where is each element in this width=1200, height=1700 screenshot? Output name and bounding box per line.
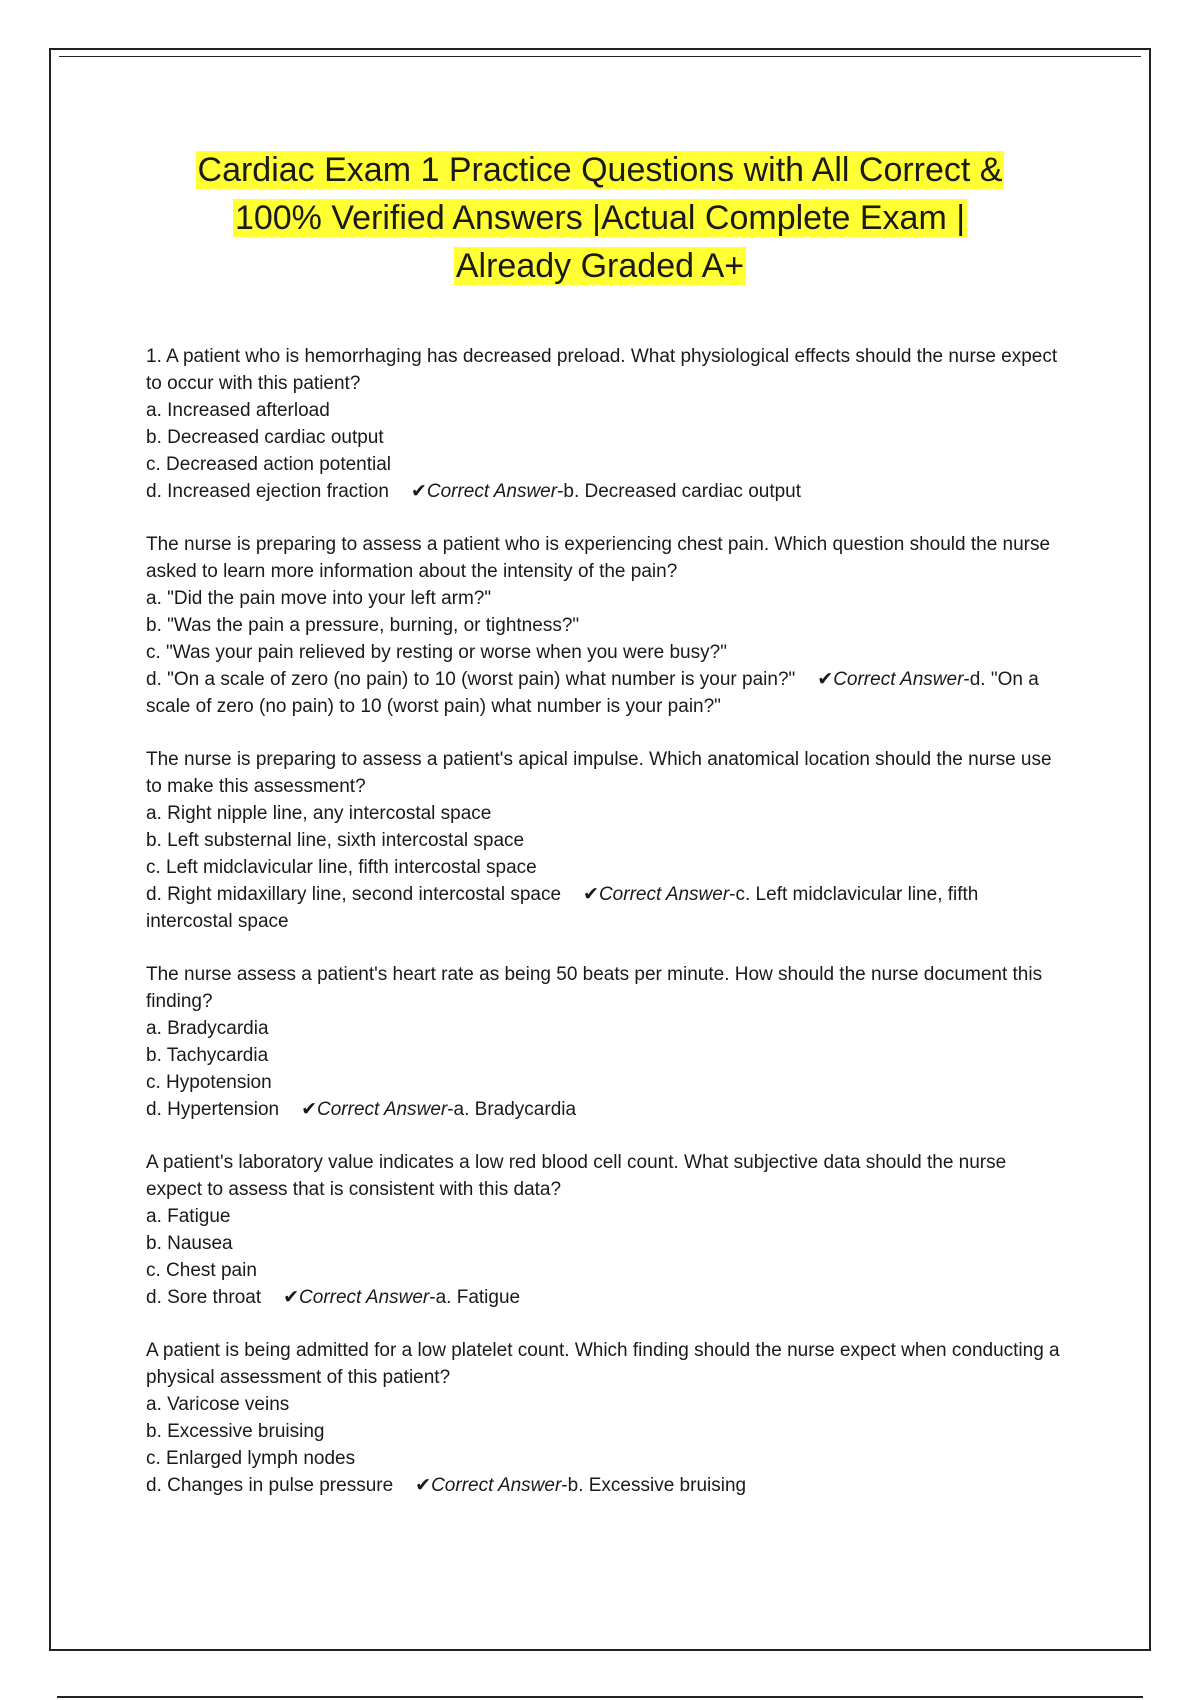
- answer-option: [146, 639, 1066, 666]
- question-block: [146, 1149, 1066, 1311]
- answer-option: [146, 1257, 1066, 1284]
- option-label: c. Decreased action potential: [146, 454, 392, 475]
- answer-option: [146, 1230, 1066, 1257]
- question-block: [146, 531, 1066, 720]
- option-label: a. Right nipple line, any intercostal space: [146, 803, 492, 824]
- answer-option: [146, 1069, 1066, 1096]
- option-label: c. "Was your pain relieved by resting or worse when you were busy?": [146, 642, 727, 663]
- option-label: b. Nausea: [146, 1233, 233, 1254]
- correct-answer-text: -a. Bradycardia: [447, 1099, 577, 1120]
- option-label: c. Hypotension: [146, 1072, 272, 1093]
- question-block: [146, 343, 1066, 505]
- checkmark-icon: ✔: [415, 1475, 432, 1496]
- correct-answer: [415, 1475, 746, 1496]
- question-block: [146, 746, 1066, 935]
- top-rule: [59, 56, 1141, 57]
- option-label: c. Enlarged lymph nodes: [146, 1448, 356, 1469]
- checkmark-icon: ✔: [410, 481, 427, 502]
- option-label: d. Changes in pulse pressure: [146, 1475, 394, 1496]
- option-label: a. Increased afterload: [146, 400, 330, 421]
- correct-answer-label: Correct Answer: [431, 1475, 562, 1496]
- answer-option: [146, 1445, 1066, 1472]
- option-label: a. Bradycardia: [146, 1018, 269, 1039]
- option-label: a. Fatigue: [146, 1206, 231, 1227]
- answer-option: [146, 1042, 1066, 1069]
- answer-option: [146, 612, 1066, 639]
- option-label: b. Decreased cardiac output: [146, 427, 384, 448]
- question-text: The nurse assess a patient's heart rate as being 50 beats per minute. How should the nurse document this finding?: [146, 964, 1043, 1012]
- correct-answer: [411, 481, 801, 502]
- correct-answer-text: -b. Decreased cardiac output: [557, 481, 802, 502]
- answer-option: [146, 881, 1066, 935]
- answer-option: [146, 1015, 1066, 1042]
- option-label: d. Hypertension: [146, 1099, 280, 1120]
- option-label: a. Varicose veins: [146, 1394, 290, 1415]
- question-block: [146, 1337, 1066, 1499]
- correct-answer-label: Correct Answer: [598, 884, 730, 905]
- option-label: d. Sore throat: [146, 1287, 262, 1308]
- bottom-rule: [57, 1696, 1143, 1698]
- answer-option: [146, 1418, 1066, 1445]
- answer-option: [146, 397, 1066, 424]
- question-text: The nurse is preparing to assess a patient's apical impulse. Which anatomical location should the nurse use to make this assessment?: [146, 749, 1052, 797]
- option-label: d. Increased ejection fraction: [146, 481, 389, 502]
- question-text: 1. A patient who is hemorrhaging has decreased preload. What physiological effects should the nurse expect to occur with this patient?: [146, 346, 1058, 394]
- option-label: c. Chest pain: [146, 1260, 257, 1281]
- answer-option: [146, 827, 1066, 854]
- answer-option: [146, 478, 1066, 505]
- correct-answer-text: -c. Left midclavicular line, fifth intercostal space: [146, 884, 979, 932]
- correct-answer: [283, 1287, 520, 1308]
- answer-option: [146, 1096, 1066, 1123]
- question-text: The nurse is preparing to assess a patient who is experiencing chest pain. Which question should the nurse asked to learn more information about the intensity of the pain?: [146, 534, 1051, 582]
- option-label: a. "Did the pain move into your left arm?": [146, 588, 492, 609]
- answer-option: [146, 1472, 1066, 1499]
- option-label: b. "Was the pain a pressure, burning, or tightness?": [146, 615, 580, 636]
- answer-option: [146, 1203, 1066, 1230]
- answer-option: [146, 666, 1066, 720]
- correct-answer-text: -b. Excessive bruising: [561, 1475, 747, 1496]
- answer-option: [146, 451, 1066, 478]
- option-label: d. Right midaxillary line, second intercostal space: [146, 884, 562, 905]
- option-label: d. "On a scale of zero (no pain) to 10 (worst pain) what number is your pain?": [146, 669, 796, 690]
- question-text: A patient is being admitted for a low platelet count. Which finding should the nurse expect when conducting a physical assessment of this patient?: [146, 1340, 1060, 1388]
- checkmark-icon: ✔: [283, 1287, 300, 1308]
- correct-answer-label: Correct Answer: [317, 1099, 448, 1120]
- correct-answer-label: Correct Answer: [299, 1287, 430, 1308]
- correct-answer-text: -a. Fatigue: [429, 1287, 521, 1308]
- answer-option: [146, 800, 1066, 827]
- option-label: c. Left midclavicular line, fifth intercostal space: [146, 857, 537, 878]
- answer-option: [146, 585, 1066, 612]
- answer-option: [146, 1284, 1066, 1311]
- answer-option: [146, 854, 1066, 881]
- option-label: b. Excessive bruising: [146, 1421, 325, 1442]
- checkmark-icon: ✔: [301, 1099, 317, 1120]
- answer-option: [146, 1391, 1066, 1418]
- correct-answer-label: Correct Answer: [833, 669, 964, 690]
- question-list: [146, 343, 1066, 1525]
- question-block: [146, 961, 1066, 1123]
- question-text: A patient's laboratory value indicates a low red blood cell count. What subjective data should the nurse expect to assess that is consistent with this data?: [146, 1152, 1007, 1200]
- answer-option: [146, 424, 1066, 451]
- title-line: Already Graded A+: [455, 247, 745, 285]
- title-line: 100% Verified Answers |Actual Complete Exam |: [234, 199, 966, 237]
- correct-answer-label: Correct Answer: [426, 481, 558, 502]
- checkmark-icon: ✔: [583, 884, 599, 905]
- option-label: b. Left substernal line, sixth intercostal space: [146, 830, 525, 851]
- document-title: [100, 146, 1100, 290]
- correct-answer: [301, 1099, 576, 1120]
- checkmark-icon: ✔: [817, 669, 834, 690]
- correct-answer-text: -d. "On a scale of zero (no pain) to 10 (worst pain) what number is your pain?": [146, 669, 1039, 717]
- title-line: Cardiac Exam 1 Practice Questions with All Correct &: [197, 151, 1003, 189]
- option-label: b. Tachycardia: [146, 1045, 269, 1066]
